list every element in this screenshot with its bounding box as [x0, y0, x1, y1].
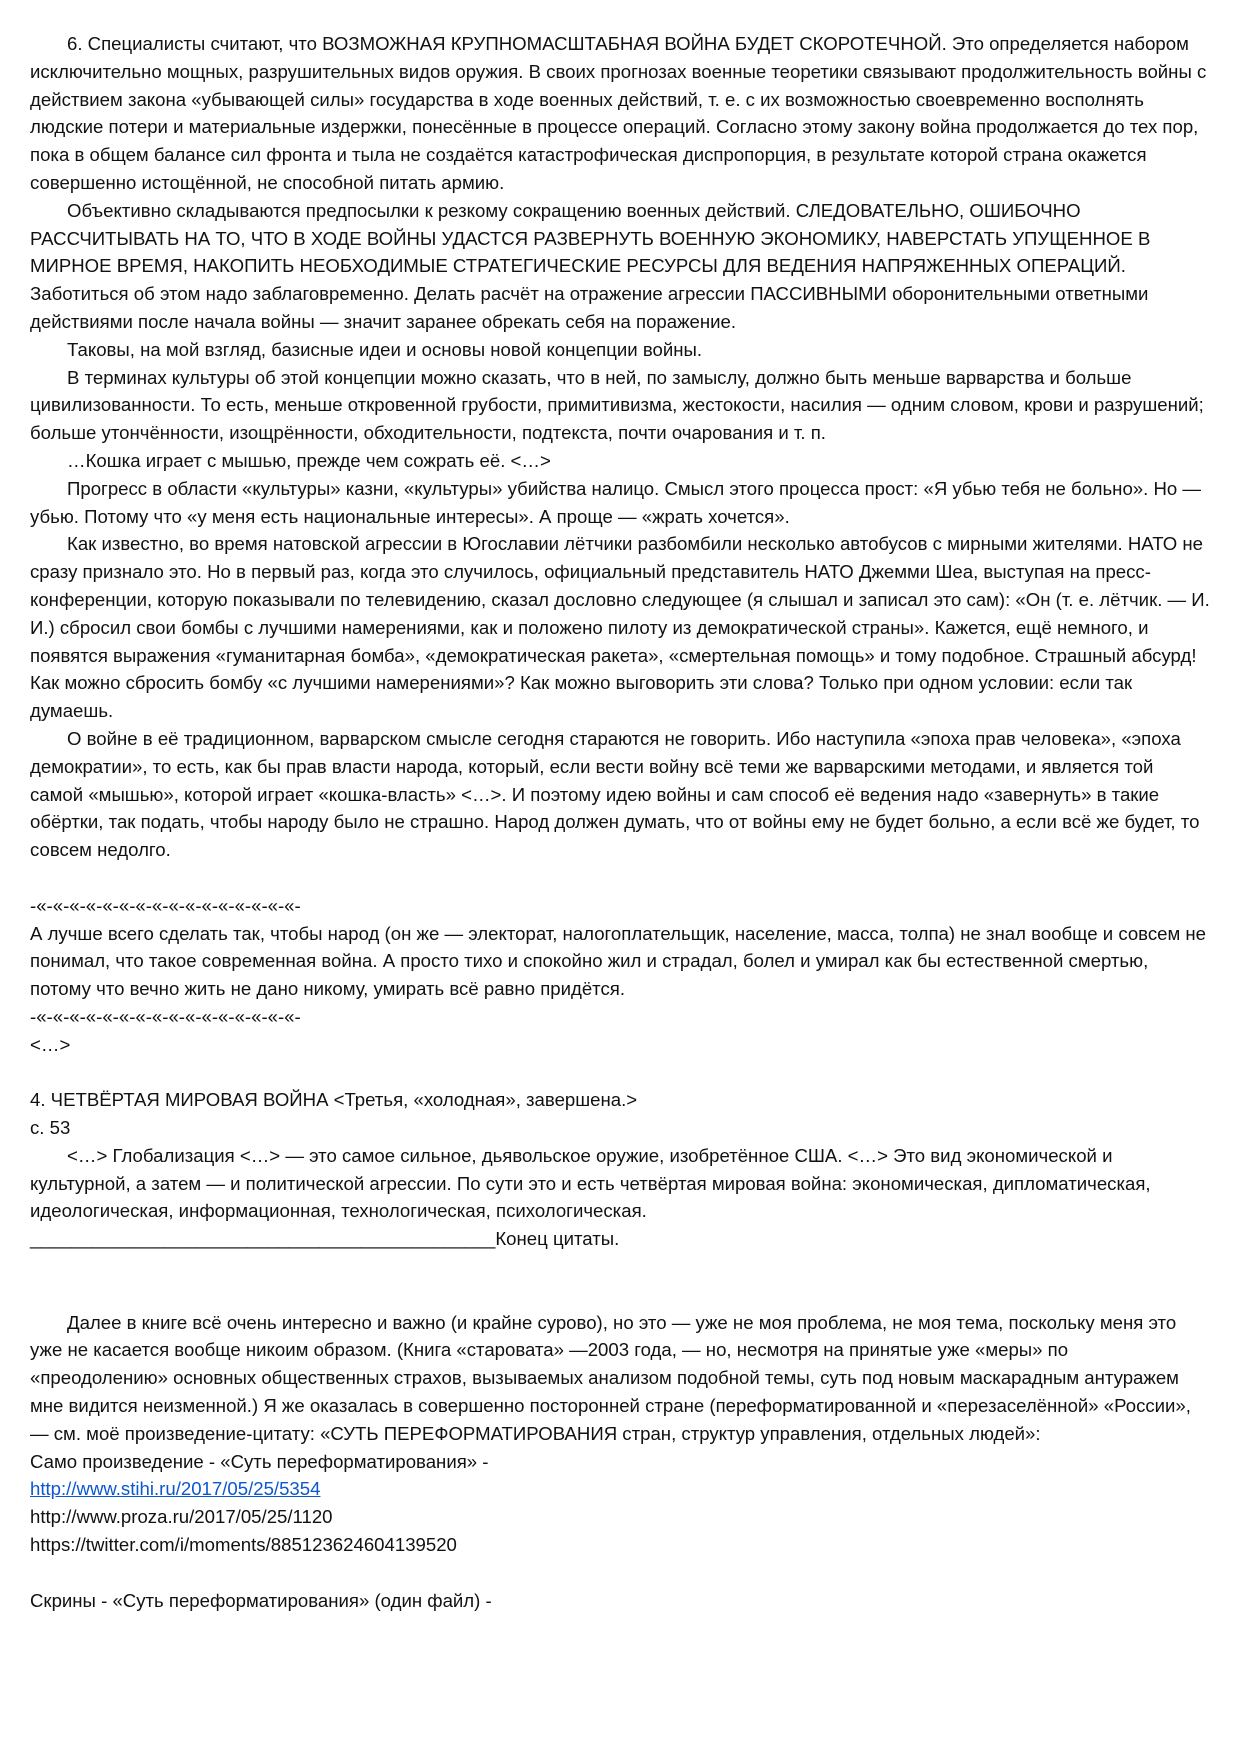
paragraph-culture-terms: В терминах культуры об этой концепции можно сказать, что в ней, по замыслу, должно быть меньше варварства и больше цивилизованности. То есть, меньше откровенной грубости, примитивизма, жестокости, насилия — одним словом, крови и разрушений; больше утончённости, изощрённости, обходительности, подтекста, почти очарования и т. п.: [30, 366, 1204, 444]
paragraph-nato: Как известно, во время натовской агрессии в Югославии лётчики разбомбили несколько автобусов с мирными жителями. НАТО не сразу признало это. Но в первый раз, когда это случилось, официальный представитель НАТО Джемми Шеа, выступая на пресс-конференции, которую показывали по телевидению, сказал дословно следующее (я слышал и записал это сам): «Он (т. е. лётчик. — И. И.) сбросил свои бомбы с лучшими намерениями, как и положено пилоту из демократической страны». Кажется, ещё немного, и появятся выражения «гуманитарная бомба», «демократическая ракета», «смертельная помощь» и тому подобное. Страшный абсурд! Как можно сбросить бомбу «с лучшими намерениями»? Как можно выговорить эти слова? Только при одном условии: если так думаешь.: [30, 533, 1210, 722]
divider-top: -«-«-«-«-«-«-«-«-«-«-«-«-«-«-«-«-: [30, 894, 301, 916]
work-label: Само произведение - «Суть переформатирования» -: [30, 1450, 489, 1472]
twitter-link-text: https://twitter.com/i/moments/885123624604139520: [30, 1534, 457, 1556]
paragraph-basic-ideas: Таковы, на мой взгляд, базисные идеи и основы новой концепции войны.: [67, 338, 703, 360]
divider-bottom: -«-«-«-«-«-«-«-«-«-«-«-«-«-«-«-«-: [30, 1005, 301, 1027]
spacer: [30, 1559, 1210, 1587]
spacer: [30, 1253, 1210, 1309]
paragraph-preconditions: Объективно складываются предпосылки к резкому сокращению военных действий. СЛЕДОВАТЕЛЬНО, ОШИБОЧНО РАССЧИТЫВАТЬ НА ТО, ЧТО В ХОДЕ ВОЙНЫ УДАСТСЯ РАЗВЕРНУТЬ ВОЕННУЮ ЭКОНОМИКУ, НАВЕРСТАТЬ УПУЩЕННОЕ В МИРНОЕ ВРЕМЯ, НАКОПИТЬ НЕОБХОДИМЫЕ СТРАТЕГИЧЕСКИЕ РЕСУРСЫ ДЛЯ ВЕДЕНИЯ НАПРЯЖЕННЫХ ОПЕРАЦИЙ. Заботиться об этом надо заблаговременно. Делать расчёт на отражение агрессии ПАССИВНЫМИ оборонительными ответными действиями после начала войны — значит заранее обрекать себя на поражение.: [30, 199, 1151, 332]
paragraph-traditional-war: О войне в её традиционном, варварском смысле сегодня стараются не говорить. Ибо наступила «эпоха прав человека», «эпоха демократии», то есть, как бы прав власти народа, который, если вести войну всё теми же варварскими методами, и является той самой «мышью», которой играет «кошка-власть» <…>. И поэтому идею войны и сам способ её ведения надо «завернуть» в такие обёртки, так подать, чтобы народу было не страшно. Народ должен думать, что от войны ему не будет больно, а если всё же будет, то совсем недолго.: [30, 727, 1200, 861]
page-reference: с. 53: [30, 1117, 71, 1139]
paragraph-cat-mouse: …Кошка играет с мышью, прежде чем сожрать её. <…>: [67, 449, 551, 471]
paragraph-progress: Прогресс в области «культуры» казни, «культуры» убийства налицо. Смысл этого процесса прост: «Я убью тебя не больно». Но — убью. Потому что «у меня есть национальные интересы». А проще — «жрать хочется».: [30, 477, 1201, 527]
paragraph-globalization: <…> Глобализация <…> — это самое сильное, дьявольское оружие, изобретённое США. <…> Это вид экономической и культурной, а затем — и политической агрессии. По сути это и есть четвёртая мировая война: экономическая, дипломатическая, идеологическая, информационная, технологическая, психологическая.: [30, 1144, 1151, 1222]
end-quote-line: _____________________________________________Конец цитаты.: [30, 1228, 620, 1250]
paragraph-afterword: Далее в книге всё очень интересно и важно (и крайне сурово), но это — уже не моя проблема, не моя тема, поскольку меня это уже не касается вообще никоим образом. (Книга «старовата» —2003 года, — но, несмотря на принятые уже «меры» по «преодолению» основных общественных страхов, вызываемых анализом подобной темы, суть под новым маскарадным антуражем мне видится неизменной.) Я же оказалась в совершенно посторонней стране (переформатированной и «перезаселённой» «России», — см. моё произведение-цитату: «СУТЬ ПЕРЕФОРМАТИРОВАНИЯ стран, структур управления, отдельных людей»:: [30, 1311, 1191, 1444]
document-page: [30, 30, 1210, 1614]
stihi-link[interactable]: http://www.stihi.ru/2017/05/25/5354: [30, 1478, 321, 1500]
section-heading: 4. ЧЕТВЁРТАЯ МИРОВАЯ ВОЙНА <Третья, «холодная», завершена.>: [30, 1089, 638, 1111]
proza-link-text: http://www.proza.ru/2017/05/25/1120: [30, 1506, 333, 1528]
spacer: [30, 1058, 1210, 1086]
paragraph-short-war: 6. Специалисты считают, что ВОЗМОЖНАЯ КРУПНОМАСШТАБНАЯ ВОЙНА БУДЕТ СКОРОТЕЧНОЙ. Это определяется набором исключительно мощных, разрушительных видов оружия. В своих прогнозах военные теоретики связывают продолжительность войны с действием закона «убывающей силы» государства в ходе военных действий, т. е. с их возможностью своевременно восполнять людские потери и материальные издержки, понесённые в процессе операций. Согласно этому закону война продолжается до тех пор, пока в общем балансе сил фронта и тыла не создаётся катастрофическая диспропорция, в результате которой страна окажется совершенно истощённой, не способной питать армию.: [30, 33, 1207, 193]
ellipsis-marker: <…>: [30, 1033, 71, 1055]
spacer: [30, 864, 1210, 892]
screens-label: Скрины - «Суть переформатирования» (один файл) -: [30, 1589, 492, 1611]
quote-block: А лучше всего сделать так, чтобы народ (он же — электорат, налогоплательщик, население, масса, толпа) не знал вообще и совсем не понимал, что такое современная война. А просто тихо и спокойно жил и страдал, болел и умирал как бы естественной смертью, потому что вечно жить не дано никому, умирать всё равно придётся.: [30, 922, 1207, 1000]
